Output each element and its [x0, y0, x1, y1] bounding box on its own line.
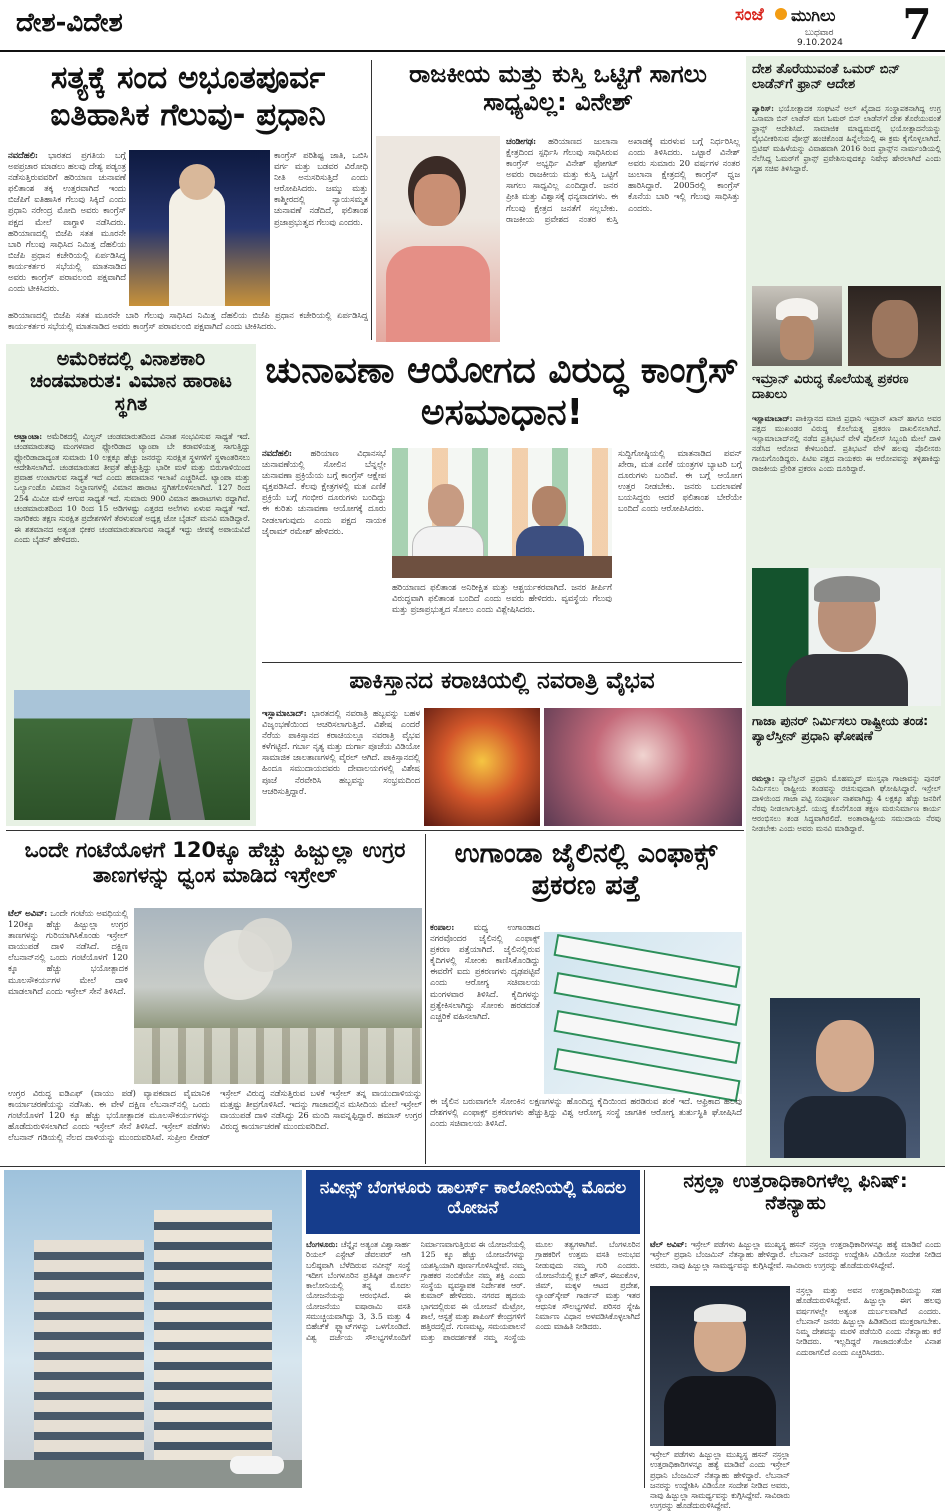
article-headline: ಉಗಾಂಡಾ ಜೈಲಿನಲ್ಲಿ ಎಂಫಾಕ್ಸ್ ಪ್ರಕರಣ ಪತ್ತೆ [454, 838, 718, 901]
article-text: ಭಾರತದ ಪ್ರಗತಿಯ ಬಗ್ಗೆ ಅಪಪ್ರಚಾರ ಮಾಡಲು ಹಲವು ದೇಶ್ಯ ಪಡ್ಯಂತ್ರ ನಡೆಸುತ್ತಿರುವವರಿಗೆ ಹರಿಯಾಣ ಚುನಾವಣೆ ಫಲಿತಾಂಶ ತಕ್ಕ ಉತ್ತರವಾಗಿದೆ ಇಂದು ಬಿಜೆಪಿಗೆ ಐತಿಹಾಸಿಕ ಗೆಲುವು ಸಿಕ್ಕಿದೆ ಎಂದು ಪ್ರಧಾನಿ ನರೇಂದ್ರ ಮೋದಿ ಅವರು ಕಾಂಗ್ರೆಸ್ ಪಕ್ಷದ ಮೇಲೆ ವಾಗ್ದಾಳಿ ನಡೆಸಿದರು. [8, 150, 126, 227]
article-text: ಚೆನ್ನೈನ ಅತ್ಯಂತ ವಿಶ್ವಾಸಾರ್ಹ ರಿಯಲ್ ಎಸ್ಟೇಟ್ ಡೆವಲಪರ್ ಆಗಿ ಬಲಿಷ್ಠವಾಗಿ ಬೆಳೆದಿರುವ ನವೀನ್ಸ್ ಸಂಸ್ಥೆ ಇದೀಗ ಬೆಂಗಳೂರಿನ ಪ್ರತಿಷ್ಠಿತ ಡಾಲರ್ಸ್ ಕಾಲೋನಿಯಲ್ಲಿ ತನ್ನ ಮೊದಲ ಯೋಜನೆಯನ್ನು ಆರಂಭಿಸಿದೆ. ಈ ಯೋಜನೆಯು ಐಷಾರಾಮಿ ವಸತಿ ಸಮುಚ್ಚಯವಾಗಿದ್ದು 3, 3.5 ಮತ್ತು 4 ಬಿಹೆಚ್‌ಕೆ ಫ್ಲ್ಯಾಟ್‌ಗಳನ್ನು ಒಳಗೊಂಡಿದೆ. ವಿಶ್ವ ದರ್ಜೆಯ ಸೌಲಭ್ಯಗಳೊಂದಿಗೆ ನಿರ್ಮಾಣವಾಗುತ್ತಿರುವ ಈ ಯೋಜನೆಯಲ್ಲಿ 125 ಕ್ಕೂ ಹೆಚ್ಚು ಯೋಜನೆಗಳನ್ನು ಯಶಸ್ವಿಯಾಗಿ ಪೂರ್ಣಗೊಳಿಸಿದ್ದೇವೆ. ನಮ್ಮ ಗ್ರಾಹಕರ ನಂಬಿಕೆಯೇ ನಮ್ಮ ಶಕ್ತಿ ಎಂದು ಸಂಸ್ಥೆಯ ವ್ಯವಸ್ಥಾಪಕ ನಿರ್ದೇಶಕ ಆರ್. ಕುಮಾರ್ ಹೇಳಿದರು. ನಗರದ ಹೃದಯ ಭಾಗದಲ್ಲಿರುವ ಈ ಯೋಜನೆ ಮೆಟ್ರೋ, ಶಾಲೆ, ಆಸ್ಪತ್ರೆ ಮತ್ತು ಶಾಪಿಂಗ್ ಕೇಂದ್ರಗಳಿಗೆ ಹತ್ತಿರದಲ್ಲಿದೆ. ಗುಣಮಟ್ಟ, ಸಮಯಪಾಲನೆ ಮತ್ತು ಪಾರದರ್ಶಕತೆ ನಮ್ಮ ಸಂಸ್ಥೆಯ ಮೂಲ ತತ್ವಗಳಾಗಿವೆ. ಬೆಂಗಳೂರಿನ ಗ್ರಾಹಕರಿಗೆ ಉತ್ತಮ ವಸತಿ ಅನುಭವ ನೀಡುವುದು ನಮ್ಮ ಗುರಿ ಎಂದರು. ಯೋಜನೆಯಲ್ಲಿ ಕ್ಲಬ್ ಹೌಸ್, ಈಜುಕೊಳ, ಜಿಮ್, ಮಕ್ಕಳ ಆಟದ ಪ್ರದೇಶ, ಲ್ಯಾಂಡ್‌ಸ್ಕೇಪ್ ಗಾರ್ಡನ್ ಮತ್ತು ಇತರ ಆಧುನಿಕ ಸೌಲಭ್ಯಗಳಿವೆ. ಪರಿಸರ ಸ್ನೇಹಿ ನಿರ್ಮಾಣ ವಿಧಾನ ಅಳವಡಿಸಿಕೊಳ್ಳಲಾಗಿದೆ ಎಂದು ಮಾಹಿತಿ ನೀಡಿದರು. [306, 1240, 640, 1342]
article-body [262, 448, 386, 656]
column-rule [371, 60, 372, 340]
page-number: 7 [902, 0, 932, 49]
article-text: ಹರಿಯಾಣ ವಿಧಾನಸಭೆ ಚುನಾವಣೆಯಲ್ಲಿ ಸೋಲಿನ ಬೆನ್ನಲ್ಲೇ ಚುನಾವಣಾ ಪ್ರಕ್ರಿಯೆಯ ಬಗ್ಗೆ ಕಾಂಗ್ರೆಸ್ ಆಕ್ಷೇಪ ವ್ಯಕ್ತಪಡಿಸಿದೆ. ಕೆಲವು ಕ್ಷೇತ್ರಗಳಲ್ಲಿ ಮತ ಎಣಿಕೆ ಪ್ರಕ್ರಿಯೆ ಬಗ್ಗೆ ಗಂಭೀರ ದೂರುಗಳು ಬಂದಿದ್ದು ಈ ಕುರಿತು ಚುನಾವಣಾ ಆಯೋಗಕ್ಕೆ ದೂರು ನೀಡಲಾಗುವುದು ಎಂದು ಪಕ್ಷದ ನಾಯಕ ಜೈರಾಮ್ ರಮೇಶ್ ಹೇಳಿದರು. [262, 448, 386, 536]
article-dateline: ನವದೆಹಲಿ: [8, 150, 39, 160]
article-text: ಒಂದೇ ಗಂಟೆಯ ಅವಧಿಯಲ್ಲಿ 120ಕ್ಕೂ ಹೆಚ್ಚು ಹಿಜ್ಬುಲ್ಲಾ ಉಗ್ರರ ತಾಣಗಳನ್ನು ಗುರಿಯಾಗಿಸಿಕೊಂಡು ಇಸ್ರೇಲ್ ವಾಯುಪಡೆ ದಾಳಿ ನಡೆಸಿದೆ. ದಕ್ಷಿಣ ಲೆಬನಾನ್‌ನಲ್ಲಿ ಒಂದು ಗಂಟೆಯೊಳಗೆ 120 ಕ್ಕೂ ಹೆಚ್ಚು ಭಯೋತ್ಪಾದಕ ಮೂಲಸೌಕರ್ಯಗಳ ಮೇಲೆ ದಾಳಿ ಮಾಡಲಾಗಿದೆ ಎಂದು ಇಸ್ರೇಲ್ ಸೇನೆ ತಿಳಿಸಿದೆ. [8, 908, 128, 996]
article-body [8, 310, 368, 342]
article-body [8, 908, 128, 1084]
article-body [752, 104, 941, 284]
article-headline: ಸತ್ಯಕ್ಕೆ ಸಂದ ಅಭೂತಪೂರ್ವ ಐತಿಹಾಸಿಕ ಗೆಲುವು- ಪ್ರಧಾನಿ [50, 60, 326, 133]
article-headline: ಚುನಾವಣಾ ಆಯೋಗದ ವಿರುದ್ಧ ಕಾಂಗ್ರೆಸ್ ಅಸಮಾಧಾನ! [265, 350, 739, 434]
vinesh-photo [376, 136, 500, 342]
article-headline: ದೇಶ ತೊರೆಯುವಂತೆ ಒಮರ್ ಬಿನ್ ಲಾಡೆನ್‌ಗೆ ಫ್ರಾನ್ ಆದೇಶ [752, 62, 900, 93]
article-text: ಜನರ ಪ್ರೀತಿ ಮತ್ತು ವಿಶ್ವಾಸಕ್ಕೆ ಧನ್ಯವಾದಗಳು. ಈ ಗೆಲುವು ಕ್ಷೇತ್ರದ ಜನತೆಗೆ ಸಲ್ಲಬೇಕು. ರಾಜಕೀಯ ಪ್ರವೇಶದ ನಂತರ ಕುಸ್ತಿ ಅಖಾಡಕ್ಕೆ ಮರಳುವ ಬಗ್ಗೆ ನಿರ್ಧರಿಸಿಲ್ಲ ಎಂದು ತಿಳಿಸಿದರು. [506, 136, 740, 224]
article-text: ಭಯೋತ್ಪಾದಕ ಸಂಘಟನೆ ಅಲ್ ಖೈದಾದ ಸಂಸ್ಥಾಪಕನಾಗಿದ್ದ ಉಗ್ರ ಒಸಾಮಾ ಬಿನ್ ಲಾಡೆನ್ ಮಗ ಓಮರ್ ಬಿನ್ ಲಾಡೆನ್‌ಗೆ ದೇಶ ತೊರೆಯುವಂತೆ ಫ್ರಾನ್ಸ್ ಆದೇಶಿಸಿದೆ. ಸಾಮಾಜಿಕ ಮಾಧ್ಯಮದಲ್ಲಿ ಭಯೋತ್ಪಾದನೆಯನ್ನು ವೈಭವೀಕರಿಸುವ ಪೋಸ್ಟ್ ಹಂಚಿಕೊಂಡ ಹಿನ್ನೆಲೆಯಲ್ಲಿ ಈ ಕ್ರಮ ಕೈಗೊಳ್ಳಲಾಗಿದೆ. ಬ್ರಿಟಿಷ್ ಮಹಿಳೆಯನ್ನು ವಿವಾಹವಾಗಿ 2016 ರಿಂದ ಫ್ರಾನ್ಸ್‌ನ ನಾರ್ಮಂಡಿಯಲ್ಲಿ ನೆಲೆಸಿದ್ದ ಓಮರ್‌ಗೆ ಫ್ರಾನ್ಸ್ ಪ್ರವೇಶಿಸುವುದಕ್ಕೂ ನಿಷೇಧ ಹೇರಲಾಗಿದೆ ಎಂದು ಗೃಹ ಸಚಿವ ತಿಳಿಸಿದ್ದಾರೆ. [752, 104, 941, 174]
article-dateline: ಅಟ್ಲಾಂಟಾ: [14, 432, 43, 441]
article-headline: ರಾಜಕೀಯ ಮತ್ತು ಕುಸ್ತಿ ಒಟ್ಟಿಗೆ ಸಾಗಲು ಸಾಧ್ಯವಿಲ್ಲ: ವಿನೇಶ್ [409, 60, 707, 117]
issue-day: ಬುಧವಾರ [805, 28, 834, 38]
article-headline: ಪಾಕಿಸ್ತಾನದ ಕರಾಚಿಯಲ್ಲಿ ನವರಾತ್ರಿ ವೈಭವ [349, 668, 655, 694]
logo-word2: ಮುಗಿಲು [791, 6, 836, 25]
article-body [392, 582, 612, 656]
laden-photo-2 [848, 286, 941, 366]
netanyahu-photo [650, 1286, 790, 1446]
article-dateline: ನವದೆಹಲಿ: [262, 448, 293, 458]
article-karachi [262, 664, 742, 828]
article-text: ಉಗ್ರರ ವಿರುದ್ಧ ಐಡಿಎಫ್ (ವಾಯು ಪಡೆ) ವ್ಯಾಪಕವಾದ ವೈಮಾನಿಕ ಕಾರ್ಯಾಚರಣೆಯನ್ನು ನಡೆಸಿತು. ಈ ವೇಳೆ ದಕ್ಷಿಣ ಲೆಬನಾನ್‌ನಲ್ಲಿ ಒಂದು ಗಂಟೆಯೊಳಗೆ 120 ಕ್ಕೂ ಹೆಚ್ಚು ಭಯೋತ್ಪಾದಕ ಮೂಲಸೌಕರ್ಯಗಳನ್ನು ಹೊಡೆದುರುಳಿಸಲಾಗಿದೆ ಎಂದು ಇಸ್ರೇಲ್ ಸೇನೆ ತಿಳಿಸಿದೆ. ಇಸ್ರೇಲ್ ಪಡೆಗಳು ಲೆಬನಾನ್ ಗಡಿಯಲ್ಲಿ ನೆಲದ ದಾಳಿಯನ್ನು ಮುಂದುವರಿಸಿವೆ. [8, 1088, 210, 1143]
article-text: ಹರಿಯಾಣದಲ್ಲಿ ಬಿಜೆಪಿ ಸತತ ಮೂರನೇ ಬಾರಿ ಗೆಲುವು ಸಾಧಿಸಿದ ನಿಮಿತ್ತ ದೆಹಲಿಯ ಬಿಜೆಪಿ ಪ್ರಧಾನ ಕಚೇರಿಯಲ್ಲಿ ಏರ್ಪಡಿಸಿದ್ದ ಕಾರ್ಯಕರ್ತರ ಸಭೆಯಲ್ಲಿ ಮಾತನಾಡಿದ ಅವರು ಕಾಂಗ್ರೆಸ್ ಪರಾವಲಂಬಿ ಪಕ್ಷವಾಗಿದೆ ಎಂದು ಟೀಕಿಸಿದರು. [8, 227, 126, 294]
article-text: ಈ ಜೈಲಿನ ಬರುವಾಗಲೇ ಸೋಂಕಿನ ಲಕ್ಷಣಗಳನ್ನು ಹೊಂದಿದ್ದ ಕೈದಿಯಿಂದ ಹರಡಿರುವ ಶಂಕೆ ಇದೆ. ಆಫ್ರಿಕಾದ ಹಲವು ದೇಶಗಳಲ್ಲಿ ಎಂಫಾಕ್ಸ್ ಪ್ರಕರಣಗಳು ಹೆಚ್ಚುತ್ತಿದ್ದು ವಿಶ್ವ ಆರೋಗ್ಯ ಸಂಸ್ಥೆ ಜಾಗತಿಕ ಆರೋಗ್ಯ ತುರ್ತುಸ್ಥಿತಿ ಘೋಷಿಸಿದೆ ಎಂದು ಸಚಿವಾಲಯ ತಿಳಿಸಿದೆ. [430, 1096, 742, 1129]
article-body [650, 1450, 790, 1511]
article-body [796, 1286, 941, 1486]
column-rule [425, 834, 426, 1164]
article-headline: ನಸ್ರಲ್ಲಾ ಉತ್ತರಾಧಿಕಾರಿಗಳೆಲ್ಲ ಫಿನಿಷ್: ನೆತನ್ಯಾಹು [683, 1170, 908, 1215]
article-headline: ಇಮ್ರಾನ್ ವಿರುದ್ಧ ಕೊಲೆಯತ್ನ ಪ್ರಕರಣ ದಾಖಲು [752, 372, 909, 403]
modi-photo [129, 150, 270, 306]
palestine-pm-photo [770, 998, 920, 1158]
airstrike-photo [134, 908, 422, 1084]
article-body [618, 448, 742, 656]
article-congress [262, 346, 742, 658]
navratri-photo-2 [544, 708, 742, 826]
article-text: ಭಾರತದಲ್ಲಿ ನವರಾತ್ರಿ ಹಬ್ಬವನ್ನು ಬಹಳ ವಿಜೃಂಭಣೆಯಿಂದ ಆಚರಿಸಲಾಗುತ್ತಿದೆ. ವಿಶೇಷ ಎಂದರೆ ನೆರೆಯ ಪಾಕಿಸ್ತಾನದ ಕರಾಚಿಯಲ್ಲೂ ನವರಾತ್ರಿ ವೈಭವ ಕಳೆಗಟ್ಟಿದೆ. ಗರ್ಬಾ ನೃತ್ಯ ಮತ್ತು ದುರ್ಗಾ ಪೂಜೆಯ ವಿಡಿಯೋ ಸಾಮಾಜಿಕ ಜಾಲತಾಣಗಳಲ್ಲಿ ವೈರಲ್ ಆಗಿದೆ. ಪಾಕಿಸ್ತಾನದಲ್ಲಿ ಹಿಂದೂ ಸಮುದಾಯದವರು ದೇವಾಲಯಗಳಲ್ಲಿ ವಿಶೇಷ ಪೂಜೆ ನೆರವೇರಿಸಿ ಹಬ್ಬವನ್ನು ಸಂಭ್ರಮದಿಂದ ಆಚರಿಸುತ್ತಿದ್ದಾರೆ. [262, 708, 420, 796]
issue-date: 9.10.2024 [797, 38, 843, 48]
congress-press-photo [392, 448, 612, 578]
article-text: ಹರಿಯಾಣದಲ್ಲಿ ಬಿಜೆಪಿ ಸತತ ಮೂರನೇ ಬಾರಿ ಗೆಲುವು ಸಾಧಿಸಿದ ನಿಮಿತ್ತ ದೆಹಲಿಯ ಬಿಜೆಪಿ ಪ್ರಧಾನ ಕಚೇರಿಯಲ್ಲಿ ಏರ್ಪಡಿಸಿದ್ದ ಕಾರ್ಯಕರ್ತರ ಸಭೆಯಲ್ಲಿ ಮಾತನಾಡಿದ ಅವರು ಕಾಂಗ್ರೆಸ್ ಪರಾವಲಂಬಿ ಪಕ್ಷವಾಗಿದೆ ಎಂದು ಟೀಕಿಸಿದರು. [8, 310, 368, 332]
article-body [506, 136, 740, 342]
article-text: ಇಸ್ರೇಲ್ ಪಡೆಗಳು ಹಿಜ್ಬುಲ್ಲಾ ಮುಖ್ಯಸ್ಥ ಹಸನ್ ನಸ್ರಲ್ಲಾ ಉತ್ತರಾಧಿಕಾರಿಗಳನ್ನೂ ಹತ್ಯೆ ಮಾಡಿವೆ ಎಂದು ಇಸ್ರೇಲ್ ಪ್ರಧಾನಿ ಬೆಂಜಮಿನ್ ನೆತನ್ಯಾಹು ಹೇಳಿದ್ದಾರೆ. ಲೆಬನಾನ್ ಜನರನ್ನು ಉದ್ದೇಶಿಸಿ ವಿಡಿಯೋ ಸಂದೇಶ ನೀಡಿದ ಅವರು, ನಾವು ಹಿಜ್ಬುಲ್ಲಾ ಸಾಮರ್ಥ್ಯವನ್ನು ಕುಗ್ಗಿಸಿದ್ದೇವೆ. ಸಾವಿರಾರು ಉಗ್ರರನ್ನು ಹೊಡೆದುರುಳಿಸಿದ್ದೇವೆ. [650, 1240, 942, 1270]
article-text: ಸುಪ್ರೀಂ ಲೀಡರ್ ಇಸ್ರೇಲ್ ವಿರುದ್ಧ ನಡೆಸುತ್ತಿರುವ ಬಳಕೆ ಇಸ್ರೇಲ್ ತನ್ನ ವಾಯುದಾಳಿಯನ್ನು ಮತ್ತಷ್ಟು ತೀವ್ರಗೊಳಿಸಿದೆ. ಇದನ್ನು ಗಾಜಾದಲ್ಲಿನ ಮಸೀದಿಯ ಮೇಲೆ ಇಸ್ರೇಲ್ ವಾಯುಪಡೆ ದಾಳಿ ನಡೆಸಿದ್ದು 26 ಮಂದಿ ಸಾವನ್ನಪ್ಪಿದ್ದಾರೆ. ಹಮಾಸ್ ಉಗ್ರರ ವಿರುದ್ಧ ಕಾರ್ಯಾಚರಣೆ ಮುಂದುವರಿದಿದೆ. [167, 1088, 422, 1143]
article-text: ಸುದ್ದಿಗೋಷ್ಠಿಯಲ್ಲಿ ಮಾತನಾಡಿದ ಪವನ್ ಖೇರಾ, ಮತ ಎಣಿಕೆ ಯಂತ್ರಗಳ ಬ್ಯಾಟರಿ ಬಗ್ಗೆ ದೂರುಗಳು ಬಂದಿವೆ. ಈ ಬಗ್ಗೆ ಆಯೋಗ ಉತ್ತರ ನೀಡಬೇಕು. ಜನರು ಬದಲಾವಣೆ ಬಯಸಿದ್ದರು ಆದರೆ ಫಲಿತಾಂಶ ಬೇರೆಯೇ ಬಂದಿದೆ ಎಂದು ಆರೋಪಿಸಿದರು. [618, 448, 742, 514]
article-mpox [430, 834, 742, 1162]
article-headline: ಗಾಜಾ ಪುನರ್ ನಿರ್ಮಿಸಲು ರಾಷ್ಟ್ರೀಯ ತಂಡ: ಪ್ಯಾಲೆಸ್ತೀನ್ ಪ್ರಧಾನಿ ಘೋಷಣೆ [752, 713, 929, 743]
article-text: ಮಧ್ಯ ಉಗಾಂಡಾದ ನಗರವೊಂದರ ಜೈಲಿನಲ್ಲಿ ಎಂಫಾಕ್ಸ್ ಪ್ರಕರಣ ಪತ್ತೆಯಾಗಿದೆ. ಜೈಲಿನಲ್ಲಿರುವ ಕೈದಿಗಳಲ್ಲಿ ಸೋಂಕು ಕಾಣಿಸಿಕೊಂಡಿದ್ದು ಈವರೆಗೆ ಐದು ಪ್ರಕರಣಗಳು ದೃಢಪಟ್ಟಿವೆ ಎಂದು ಆರೋಗ್ಯ ಸಚಿವಾಲಯ ಮಂಗಳವಾರ ತಿಳಿಸಿದೆ. ಕೈದಿಗಳನ್ನು ಪ್ರತ್ಯೇಕಿಸಲಾಗಿದ್ದು ಸೋಂಕು ಹರಡದಂತೆ ಎಚ್ಚರಿಕೆ ವಹಿಸಲಾಗಿದೆ. [430, 922, 540, 1021]
article-imran [752, 372, 941, 710]
article-dateline: ರಮಲ್ಲಾ: [752, 774, 775, 783]
article-nasrallah [650, 1170, 942, 1511]
article-text: ಪಾಕಿಸ್ತಾನದ ಮಾಜಿ ಪ್ರಧಾನಿ ಇಮ್ರಾನ್ ಖಾನ್ ಹಾಗೂ ಅವರ ಪಕ್ಷದ ಮುಖಂಡರ ವಿರುದ್ಧ ಕೊಲೆಯತ್ನ ಪ್ರಕರಣ ದಾಖಲಿಸಲಾಗಿದೆ. ಇಸ್ಲಾಮಾಬಾದ್‌ನಲ್ಲಿ ನಡೆದ ಪ್ರತಿಭಟನೆ ವೇಳೆ ಪೊಲೀಸ್ ಸಿಬ್ಬಂದಿ ಮೇಲೆ ದಾಳಿ ನಡೆಸಿದ ಆರೋಪ ಕೇಳಿಬಂದಿದೆ. ಪ್ರತಿಭಟನೆ ವೇಳೆ ಹಲವು ಪೊಲೀಸರು ಗಾಯಗೊಂಡಿದ್ದರು. ಪಿಟಿಐ ಪಕ್ಷದ ನಾಯಕರು ಈ ಆರೋಪವನ್ನು ತಳ್ಳಿಹಾಕಿದ್ದು ರಾಜಕೀಯ ಪ್ರೇರಿತ ಪ್ರಕರಣ ಎಂದು ದೂರಿದ್ದಾರೆ. [752, 414, 942, 474]
article-text: ಪ್ಯಾಲೆಸ್ತೀನ್ ಪ್ರಧಾನಿ ಮೊಹಮ್ಮದ್ ಮುಸ್ತಫಾ ಗಾಜಾವನ್ನು ಪುನರ್ ನಿರ್ಮಿಸಲು ರಾಷ್ಟ್ರೀಯ ತಂಡವನ್ನು ರಚಿಸುವುದಾಗಿ ಘೋಷಿಸಿದ್ದಾರೆ. ಇಸ್ರೇಲ್ ದಾಳಿಯಿಂದ ಗಾಜಾ ಪಟ್ಟಿ ಸಂಪೂರ್ಣ ನಾಶವಾಗಿದ್ದು 4 ಲಕ್ಷಕ್ಕೂ ಹೆಚ್ಚು ಜನರಿಗೆ ನೆರವು ನೀಡಲಾಗುತ್ತಿದೆ. ಯುದ್ಧ ಕೊನೆಗೊಂಡ ತಕ್ಷಣ ಮರುನಿರ್ಮಾಣ ಕಾರ್ಯ ಆರಂಭಿಸಲು ತಂಡ ಸಿದ್ಧವಾಗಿರಲಿದೆ. ಅಂತಾರಾಷ್ಟ್ರೀಯ ಸಮುದಾಯ ನೆರವು ನೀಡಬೇಕು ಎಂದು ಅವರು ಮನವಿ ಮಾಡಿದ್ದಾರೆ. [752, 774, 941, 834]
article-headline: ಒಂದೇ ಗಂಟೆಯೊಳಗೆ 120ಕ್ಕೂ ಹೆಚ್ಚು ಹಿಜ್ಬುಲ್ಲಾ ಉಗ್ರರ ತಾಣಗಳನ್ನು ಧ್ವಂಸ ಮಾಡಿದ ಇಸ್ರೇಲ್ [24, 838, 406, 887]
article-hezbollah [8, 834, 422, 1162]
masthead [0, 0, 945, 54]
article-body [650, 1240, 941, 1284]
laden-photo-1 [752, 286, 842, 366]
article-vinesh [376, 60, 740, 342]
article-body [306, 1240, 640, 1486]
masthead-rule [0, 50, 945, 52]
article-body [752, 774, 941, 996]
article-body [430, 1096, 742, 1160]
article-dateline: ಇಸ್ಲಾಮಾಬಾದ್: [262, 708, 307, 718]
article-dateline: ಚಂಡೀಗಢ: [506, 136, 537, 146]
article-body [752, 414, 941, 564]
article-dateline: ಟೆಲ್ ಅವಿವ್: [8, 908, 48, 918]
logo-word1: ಸಂಜೆ [735, 5, 764, 25]
imran-photo [752, 568, 941, 706]
highway-photo [14, 690, 250, 820]
article-body [8, 1088, 422, 1160]
article-text: ಹರಿಯಾಣದ ಜುಲಾನಾ ಕ್ಷೇತ್ರದಿಂದ ಸ್ಪರ್ಧಿಸಿ ಗೆಲುವು ಸಾಧಿಸಿರುವ ಕಾಂಗ್ರೆಸ್ ಅಭ್ಯರ್ಥಿ ವಿನೇಶ್ ಫೋಗಟ್ ಅವರು ರಾಜಕೀಯ ಮತ್ತು ಕುಸ್ತಿ ಒಟ್ಟಿಗೆ ಸಾಗಲು ಸಾಧ್ಯವಿಲ್ಲ ಎಂದಿದ್ದಾರೆ. [506, 136, 618, 191]
article-dateline: ಬೆಂಗಳೂರು: [306, 1240, 338, 1249]
section-rule [262, 662, 742, 663]
article-headline: ಅಮೆರಿಕದಲ್ಲಿ ವಿನಾಶಕಾರಿ ಚಂಡಮಾರುತ: ವಿಮಾನ ಹಾರಾಟ ಸ್ಥಗಿತ [30, 348, 232, 415]
article-headline: ನವೀನ್ಸ್ ಬೆಂಗಳೂರು ಡಾಲರ್ಸ್ ಕಾಲೋನಿಯಲ್ಲಿ ಮೊದಲ ಯೋಜನೆ [306, 1170, 640, 1234]
article-text: ಒಟ್ಟಾರೆ ವಿನೇಶ್ ಅವರು ಸುಮಾರು 20 ವರ್ಷಗಳ ನಂತರ ಜುಲಾನಾ ಕ್ಷೇತ್ರದಲ್ಲಿ ಕಾಂಗ್ರೆಸ್ ಧ್ವಜ ಹಾರಿಸಿದ್ದಾರೆ. 2005ರಲ್ಲಿ ಕಾಂಗ್ರೆಸ್ ಕೊನೆಯ ಬಾರಿ ಇಲ್ಲಿ ಗೆಲುವು ಸಾಧಿಸಿತ್ತು ಎಂದರು. [628, 147, 740, 213]
mpox-test-tubes-photo [544, 932, 742, 1094]
article-hurricane [6, 344, 256, 826]
article-dateline: ಕಂಪಾಲ: [430, 922, 455, 932]
article-bengaluru [306, 1170, 640, 1488]
article-text: ಹರಿಯಾಣದ ಫಲಿತಾಂಶ ಅನಿರೀಕ್ಷಿತ ಮತ್ತು ಆಶ್ಚರ್ಯಕರವಾಗಿದೆ. ಜನರ ತೀರ್ಪಿಗೆ ವಿರುದ್ಧವಾಗಿ ಫಲಿತಾಂಶ ಬಂದಿದೆ ಎಂದು ಅವರು ಹೇಳಿದರು. ವ್ಯವಸ್ಥೆಯ ಗೆಲುವು ಮತ್ತು ಪ್ರಜಾಪ್ರಭುತ್ವದ ಸೋಲು ಎಂದು ವಿಶ್ಲೇಷಿಸಿದರು. [392, 582, 612, 615]
section-rule [6, 830, 744, 831]
article-laden [752, 62, 941, 368]
article-text: ಇಸ್ರೇಲ್ ಪಡೆಗಳು ಹಿಜ್ಬುಲ್ಲಾ ಮುಖ್ಯಸ್ಥ ಹಸನ್ ನಸ್ರಲ್ಲಾ ಉತ್ತರಾಧಿಕಾರಿಗಳನ್ನೂ ಹತ್ಯೆ ಮಾಡಿವೆ ಎಂದು ಇಸ್ರೇಲ್ ಪ್ರಧಾನಿ ಬೆಂಜಮಿನ್ ನೆತನ್ಯಾಹು ಹೇಳಿದ್ದಾರೆ. ಲೆಬನಾನ್ ಜನರನ್ನು ಉದ್ದೇಶಿಸಿ ವಿಡಿಯೋ ಸಂದೇಶ ನೀಡಿದ ಅವರು, ನಾವು ಹಿಜ್ಬುಲ್ಲಾ ಸಾಮರ್ಥ್ಯವನ್ನು ಕುಗ್ಗಿಸಿದ್ದೇವೆ. ಸಾವಿರಾರು ಉಗ್ರರನ್ನು ಹೊಡೆದುರುಳಿಸಿದ್ದೇವೆ. [650, 1450, 790, 1511]
building-render-photo [4, 1170, 302, 1488]
article-dateline: ಇಸ್ಲಾಮಾಬಾದ್: [752, 414, 793, 423]
navratri-photo-1 [424, 708, 540, 826]
article-dateline: ಪ್ಯಾರಿಸ್: [752, 104, 774, 113]
section-rule [0, 1166, 945, 1167]
article-text: ಕಾಂಗ್ರೆಸ್ ಪರಿಶಿಷ್ಟ ಜಾತಿ, ಒಬಿಸಿ ವರ್ಗ ಮತ್ತು ಬಡವರ ವಿರೋಧಿ ನೀತಿ ಅನುಸರಿಸುತ್ತಿದೆ ಎಂದು ಆರೋಪಿಸಿದರು. ಜಮ್ಮು ಮತ್ತು ಕಾಶ್ಮೀರದಲ್ಲಿ ನ್ಯಾಯಸಮ್ಮತ ಚುನಾವಣೆ ನಡೆದಿದೆ, ಫಲಿತಾಂಶ ಪ್ರಜಾಪ್ರಭುತ್ವದ ಗೆಲುವು ಎಂದರು. [274, 150, 368, 227]
logo-sun-icon [775, 8, 787, 20]
article-text: ಅಮೆರಿಕದಲ್ಲಿ ಮಿಲ್ಟನ್ ಚಂಡಮಾರುತದಿಂದ ವಿನಾಶ ಸಂಭವಿಸುವ ಸಾಧ್ಯತೆ ಇದೆ. ಚಂಡಮಾರುತವು ಮಂಗಳವಾರ ಫ್ಲೋರಿಡಾದ ಟ್ಯಾಂಪಾ ಬೇ ಕರಾವಳಿಯತ್ತ ಸಾಗುತ್ತಿದ್ದು ಫ್ಲೋರಿಡಾದಾದ್ಯಂತ ಸುಮಾರು 10 ಲಕ್ಷಕ್ಕೂ ಹೆಚ್ಚು ಜನರನ್ನು ಸುರಕ್ಷಿತ ಸ್ಥಳಗಳಿಗೆ ಸ್ಥಳಾಂತರಿಸಲು ಆದೇಶಿಸಲಾಗಿದೆ. ಚಂಡಮಾರುತದ ತೀವ್ರತೆ ಹೆಚ್ಚುತ್ತಿದ್ದು ಭಾರೀ ಮಳೆ ಮತ್ತು ಬಿರುಗಾಳಿಯಿಂದ ಪ್ರವಾಹ ಉಂಟಾಗುವ ಸಾಧ್ಯತೆ ಇದೆ ಎಂದು ಹವಾಮಾನ ಇಲಾಖೆ ಎಚ್ಚರಿಸಿದೆ. ಟ್ಯಾಂಪಾ ಮತ್ತು ಒರ್ಲ್ಯಾಂಡೊ ವಿಮಾನ ನಿಲ್ದಾಣಗಳಲ್ಲಿ ವಿಮಾನ ಹಾರಾಟ ಸ್ಥಗಿತಗೊಳಿಸಲಾಗಿದೆ. 127 ರಿಂದ 254 ಮಿಮೀ ಮಳೆ ಆಗುವ ಸಾಧ್ಯತೆ ಇದೆ. ಸುಮಾರು 900 ವಿಮಾನ ಹಾರಾಟಗಳು ರದ್ದಾಗಿವೆ. ಚಂಡಮಾರುತದಿಂದ 10 ರಿಂದ 15 ಅಡಿಗಳಷ್ಟು ಎತ್ತರದ ಅಲೆಗಳು ಏಳುವ ಸಾಧ್ಯತೆ ಇದೆ. ನಾಗರಿಕರು ತಕ್ಷಣ ಸುರಕ್ಷಿತ ಪ್ರದೇಶಗಳಿಗೆ ತೆರಳುವಂತೆ ಅಧ್ಯಕ್ಷ ಜೋ ಬೈಡನ್ ಮನವಿ ಮಾಡಿದ್ದಾರೆ. ಈ ಶತಮಾನದ ಅತ್ಯಂತ ಭೀಕರ ಚಂಡಮಾರುತವಾಗುವ ಸಾಧ್ಯತೆ ಇದ್ದು ಜೀವಕ್ಕೆ ಅಪಾಯವಿದೆ ಎಂದು ಬೈಡನ್ ಹೇಳಿದರು. [14, 432, 250, 544]
logo [735, 5, 891, 49]
article-gaza [752, 714, 941, 1164]
section-title: ದೇಶ-ವಿದೇಶ [16, 8, 123, 38]
article-body [430, 922, 540, 1092]
column-rule [644, 1170, 645, 1488]
article-body [262, 708, 420, 826]
article-body [14, 432, 250, 694]
article-text: ನಸ್ರಲ್ಲಾ ಮತ್ತು ಅವನ ಉತ್ತರಾಧಿಕಾರಿಯನ್ನು ಸಹ ಹೊಡೆದುರುಳಿಸಿದ್ದೇವೆ. ಹಿಜ್ಬುಲ್ಲಾ ಈಗ ಹಲವು ವರ್ಷಗಳಲ್ಲೇ ಅತ್ಯಂತ ದುರ್ಬಲವಾಗಿದೆ ಎಂದರು. ಲೆಬನಾನ್ ಜನರು ಹಿಜ್ಬುಲ್ಲಾ ಹಿಡಿತದಿಂದ ಮುಕ್ತರಾಗಬೇಕು. ನಿಮ್ಮ ದೇಶವನ್ನು ಮರಳಿ ಪಡೆಯಿರಿ ಎಂದು ನೆತನ್ಯಾಹು ಕರೆ ನೀಡಿದರು. ಇಲ್ಲದಿದ್ದರೆ ಗಾಜಾದಂತೆಯೇ ವಿನಾಶ ಎದುರಾಗಲಿದೆ ಎಂದು ಎಚ್ಚರಿಸಿದರು. [796, 1286, 941, 1357]
article-dateline: ಟೆಲ್ ಅವಿವ್: [650, 1240, 688, 1249]
article-modi [8, 60, 368, 342]
